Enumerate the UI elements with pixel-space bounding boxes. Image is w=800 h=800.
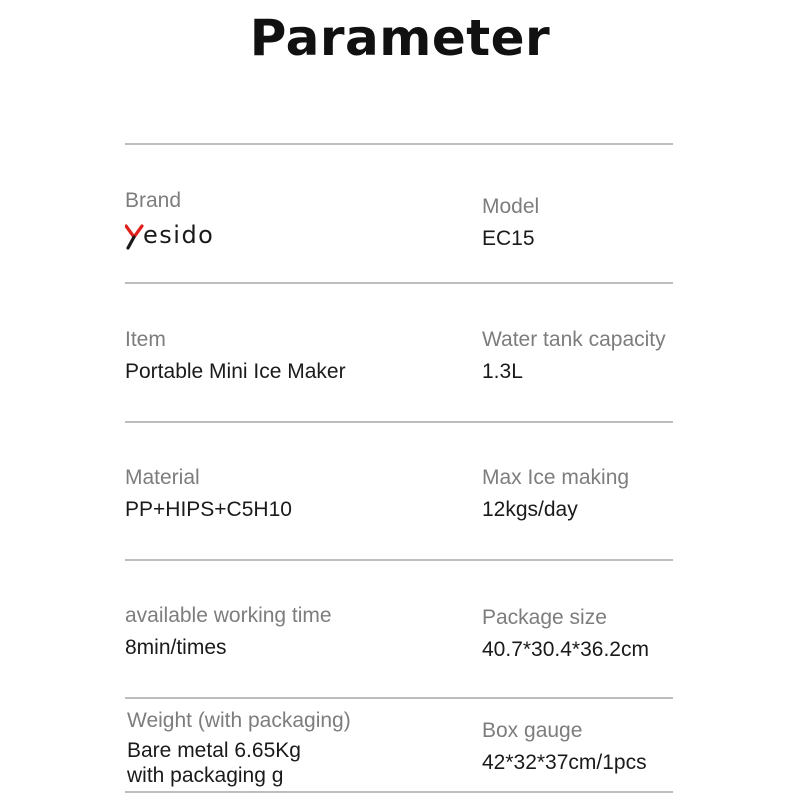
max-ice-label: Max Ice making	[482, 466, 630, 489]
water-tank-label: Water tank capacity	[482, 328, 666, 351]
working-time-cell	[125, 603, 332, 660]
max-ice-cell	[482, 465, 629, 522]
page-title: Parameter	[249, 9, 551, 67]
weight-cell	[127, 708, 351, 788]
item-value: Portable Mini Ice Maker	[125, 360, 346, 383]
box-gauge-cell	[482, 718, 647, 775]
divider	[125, 282, 673, 284]
water-tank-cell	[482, 327, 666, 384]
divider	[125, 421, 673, 423]
package-size-label: Package size	[482, 606, 607, 629]
working-time-value: 8min/times	[125, 636, 227, 659]
model-cell	[482, 194, 539, 251]
working-time-label: available working time	[125, 604, 332, 627]
box-gauge-value: 42*32*37cm/1pcs	[482, 751, 647, 774]
material-label: Material	[125, 466, 200, 489]
model-value: EC15	[482, 227, 535, 250]
brand-label: Brand	[125, 189, 182, 212]
item-label: Item	[125, 328, 166, 351]
max-ice-value: 12kgs/day	[482, 498, 578, 521]
material-cell	[125, 465, 292, 522]
weight-value-line-2: with packaging g	[127, 764, 284, 787]
divider	[125, 559, 673, 561]
svg-text:esido: esido	[143, 221, 215, 249]
material-value: PP+HIPS+C5H10	[125, 498, 292, 521]
model-label: Model	[482, 195, 540, 218]
brand-cell	[125, 188, 241, 252]
divider	[125, 697, 673, 699]
yesido-logo	[125, 218, 241, 252]
yesido-logo-mark	[125, 220, 241, 250]
item-cell	[125, 327, 346, 384]
box-gauge-label: Box gauge	[482, 719, 583, 742]
water-tank-value: 1.3L	[482, 360, 523, 383]
package-size-cell	[482, 605, 649, 662]
package-size-value: 40.7*30.4*36.2cm	[482, 638, 649, 661]
weight-value-line-1: Bare metal 6.65Kg	[127, 739, 301, 762]
divider	[125, 143, 673, 145]
weight-label: Weight (with packaging)	[127, 709, 351, 732]
divider	[125, 791, 673, 793]
